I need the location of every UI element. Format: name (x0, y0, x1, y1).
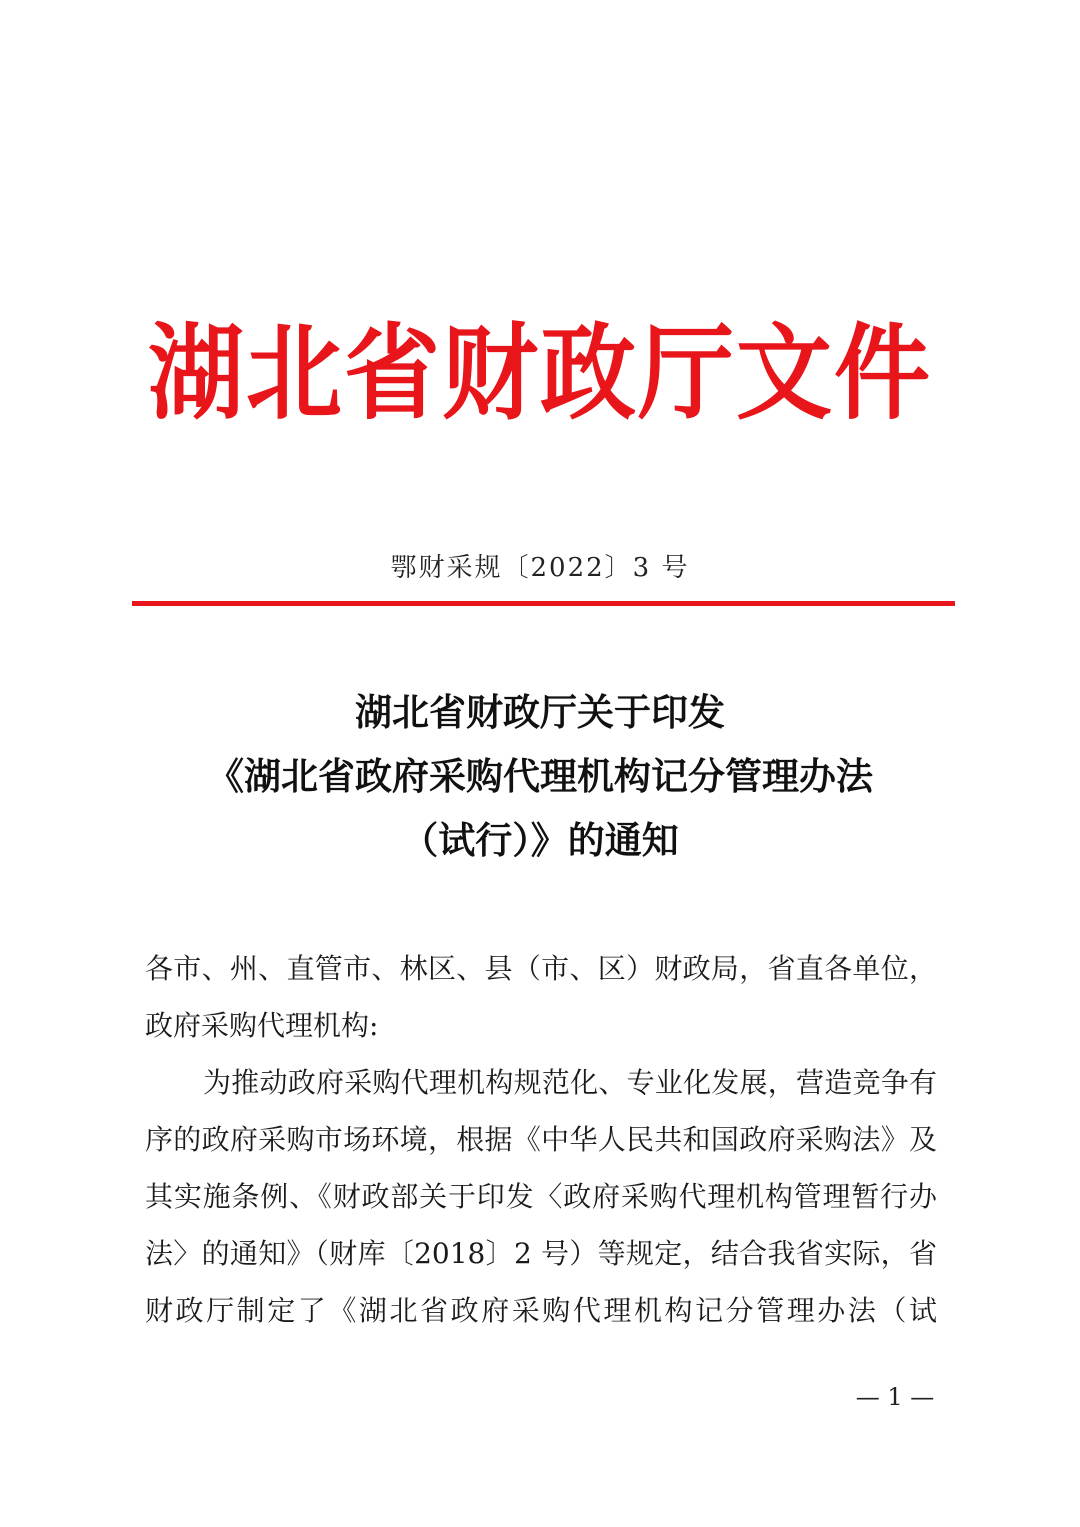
body-line-paragraph-start: 为推动政府采购代理机构规范化、专业化发展，营造竞争有 (203, 1066, 937, 1099)
body-line-6: 法〉的通知》（财库〔2018〕2 号）等规定，结合我省实际，省 (145, 1237, 937, 1270)
body-line-recipients: 各市、州、直管市、林区、县（市、区）财政局，省直各单位， (145, 952, 937, 985)
red-divider-line (132, 601, 955, 606)
title-line-3: （试行）》的通知 (401, 818, 679, 862)
body-line-7: 财政厅制定了《湖北省政府采购代理机构记分管理办法（试 (145, 1294, 937, 1327)
page-number: — 1 — (855, 1383, 935, 1411)
body-line-recipients-cont: 政府采购代理机构: (145, 1009, 379, 1042)
title-line-1: 湖北省财政厅关于印发 (355, 690, 725, 734)
document-number: 鄂财采规〔2022〕3 号 (390, 553, 690, 583)
body-line-4: 序的政府采购市场环境，根据《中华人民共和国政府采购法》及 (145, 1123, 937, 1156)
document-title (0, 680, 1080, 872)
document-masthead: 湖北省财政厅文件 (148, 313, 932, 435)
document-body (145, 940, 937, 1339)
body-line-5: 其实施条例、《财政部关于印发〈政府采购代理机构管理暂行办 (145, 1180, 937, 1213)
title-line-2: 《湖北省政府采购代理机构记分管理办法 (207, 754, 873, 798)
